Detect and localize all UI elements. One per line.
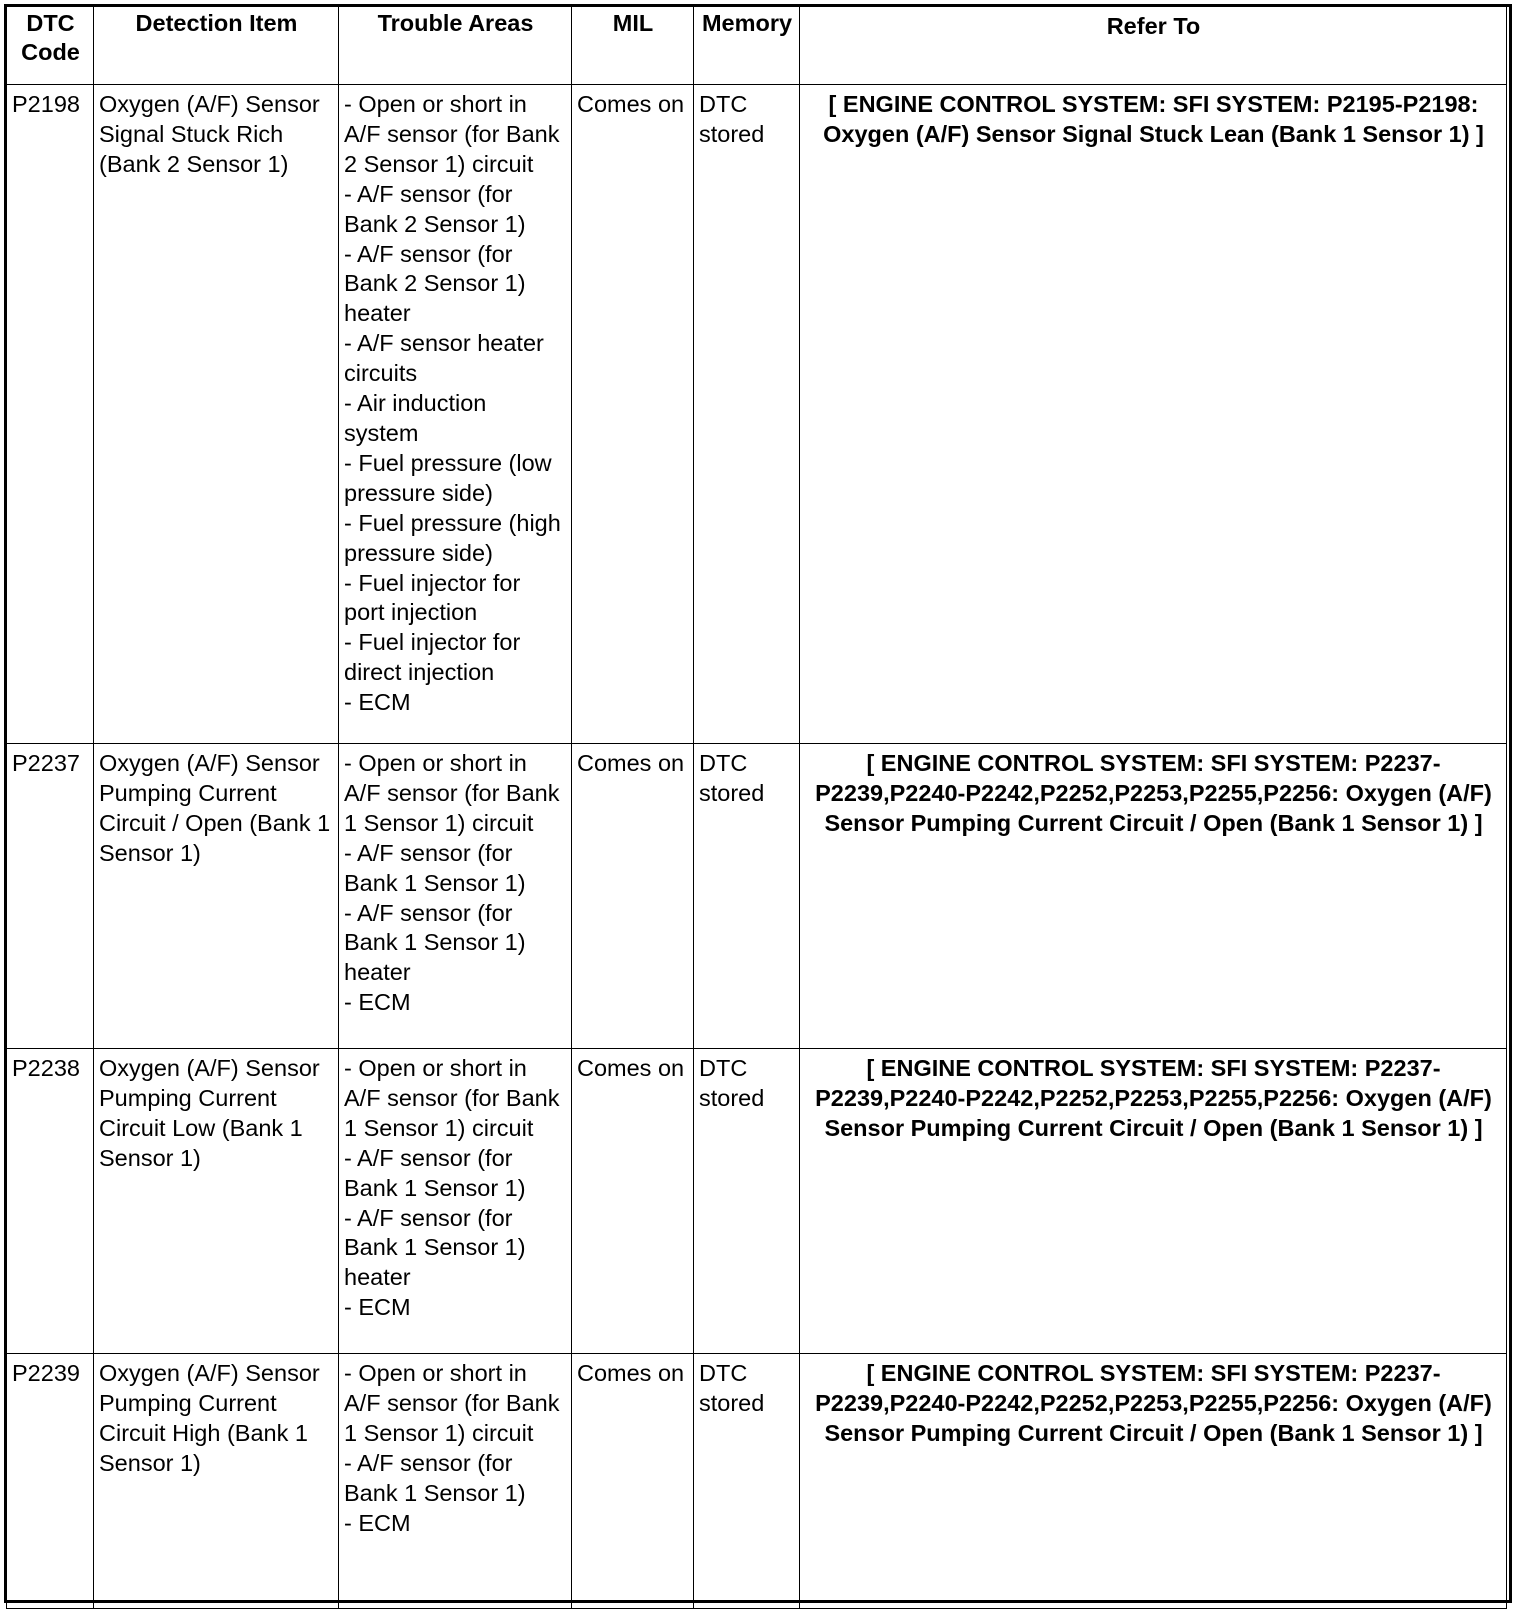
refer-to-link[interactable]: [ ENGINE CONTROL SYSTEM: SFI SYSTEM: P2237-P2239,P2240-P2242,P2252,P2253,P2255,P2256: Oxygen (A/F) Sensor Pumping Current Circuit / Open (Bank 1 Sensor 1) ] [815,1360,1492,1446]
refer-to-cell [800,1354,1507,1609]
memory-value: DTC stored [699,1055,765,1111]
trouble-area-item: - A/F sensor (for Bank 1 Sensor 1) [344,839,526,896]
trouble-area-item: - Fuel pressure (high pressure side) [344,509,561,566]
table-row [7,744,1507,1049]
dtc-code: P2198 [12,91,80,117]
header-trouble-areas: Trouble Areas [339,7,572,85]
trouble-area-item: - Open or short in A/F sensor (for Bank 2 Sensor 1) circuit [344,91,560,177]
refer-to-link[interactable]: [ ENGINE CONTROL SYSTEM: SFI SYSTEM: P2237-P2239,P2240-P2242,P2252,P2253,P2255,P2256: Oxygen (A/F) Sensor Pumping Current Circuit / Open (Bank 1 Sensor 1) ] [815,1055,1492,1141]
table-row [7,1049,1507,1354]
refer-to-cell [800,744,1507,1049]
dtc-code: P2239 [12,1360,80,1386]
table-row [7,1354,1507,1609]
trouble-area-item: - ECM [344,1509,411,1536]
trouble-area-item: - A/F sensor (for Bank 2 Sensor 1) heater [344,240,526,327]
trouble-area-item: - Fuel injector for direct injection [344,629,521,686]
memory-cell [694,1049,800,1354]
header-row [7,7,1507,85]
memory-cell [694,744,800,1049]
dtc-code-cell [7,1049,94,1354]
mil-value: Comes on [577,91,685,117]
header-memory: Memory [694,7,800,85]
detection-item: Oxygen (A/F) Sensor Pumping Current Circuit / Open (Bank 1 Sensor 1) [99,750,331,866]
detection-item-cell [94,85,339,744]
trouble-area-item: - ECM [344,989,411,1016]
header-mil: MIL [572,7,694,85]
trouble-areas-cell [339,1354,572,1609]
trouble-area-item: - Fuel injector for port injection [344,569,521,626]
trouble-area-item: - A/F sensor (for Bank 2 Sensor 1) [344,180,526,237]
detection-item-cell [94,744,339,1049]
refer-to-link[interactable]: [ ENGINE CONTROL SYSTEM: SFI SYSTEM: P2237-P2239,P2240-P2242,P2252,P2253,P2255,P2256: Oxygen (A/F) Sensor Pumping Current Circuit / Open (Bank 1 Sensor 1) ] [815,750,1492,836]
detection-item: Oxygen (A/F) Sensor Pumping Current Circuit Low (Bank 1 Sensor 1) [99,1055,320,1171]
detection-item-cell [94,1354,339,1609]
dtc-table [6,6,1507,1609]
mil-cell [572,1049,694,1354]
trouble-areas-list [344,1354,567,1538]
mil-value: Comes on [577,750,685,776]
trouble-area-item: - A/F sensor (for Bank 1 Sensor 1) heater [344,1204,526,1291]
trouble-area-item: - A/F sensor (for Bank 1 Sensor 1) [344,1144,526,1201]
mil-cell [572,744,694,1049]
mil-cell [572,85,694,744]
dtc-code-cell [7,744,94,1049]
trouble-area-item: - Fuel pressure (low pressure side) [344,449,552,506]
trouble-areas-list [344,85,567,718]
detection-item: Oxygen (A/F) Sensor Pumping Current Circuit High (Bank 1 Sensor 1) [99,1360,320,1476]
refer-to-link[interactable]: [ ENGINE CONTROL SYSTEM: SFI SYSTEM: P2195-P2198: Oxygen (A/F) Sensor Signal Stuck Lean (Bank 1 Sensor 1) ] [823,91,1484,147]
table-row [7,85,1507,744]
dtc-code: P2238 [12,1055,80,1081]
trouble-area-item: - Open or short in A/F sensor (for Bank 1 Sensor 1) circuit [344,750,560,836]
trouble-areas-cell [339,744,572,1049]
header-detection-item: Detection Item [94,7,339,85]
mil-value: Comes on [577,1360,685,1386]
refer-to-cell [800,85,1507,744]
header-refer-to: Refer To [800,7,1507,85]
detection-item: Oxygen (A/F) Sensor Signal Stuck Rich (Bank 2 Sensor 1) [99,91,320,177]
trouble-area-item: - A/F sensor (for Bank 1 Sensor 1) [344,1449,526,1506]
trouble-area-item: - ECM [344,1294,411,1321]
trouble-area-item: - A/F sensor heater circuits [344,330,544,387]
trouble-area-item: - ECM [344,689,411,716]
trouble-area-item: - Open or short in A/F sensor (for Bank 1 Sensor 1) circuit [344,1055,560,1141]
mil-cell [572,1354,694,1609]
header-dtc-code: DTC Code [7,7,94,85]
detection-item-cell [94,1049,339,1354]
refer-to-cell [800,1049,1507,1354]
dtc-code-cell [7,1354,94,1609]
trouble-area-item: - Air induction system [344,390,487,446]
memory-cell [694,1354,800,1609]
dtc-code: P2237 [12,750,80,776]
memory-value: DTC stored [699,1360,765,1416]
trouble-area-item: - Open or short in A/F sensor (for Bank 1 Sensor 1) circuit [344,1360,560,1446]
trouble-areas-list [344,1049,567,1323]
trouble-area-item: - A/F sensor (for Bank 1 Sensor 1) heater [344,899,526,986]
memory-value: DTC stored [699,750,765,806]
memory-cell [694,85,800,744]
mil-value: Comes on [577,1055,685,1081]
memory-value: DTC stored [699,91,765,147]
table-header [7,7,1507,85]
dtc-code-cell [7,85,94,744]
trouble-areas-cell [339,85,572,744]
trouble-areas-cell [339,1049,572,1354]
trouble-areas-list [344,744,567,1018]
